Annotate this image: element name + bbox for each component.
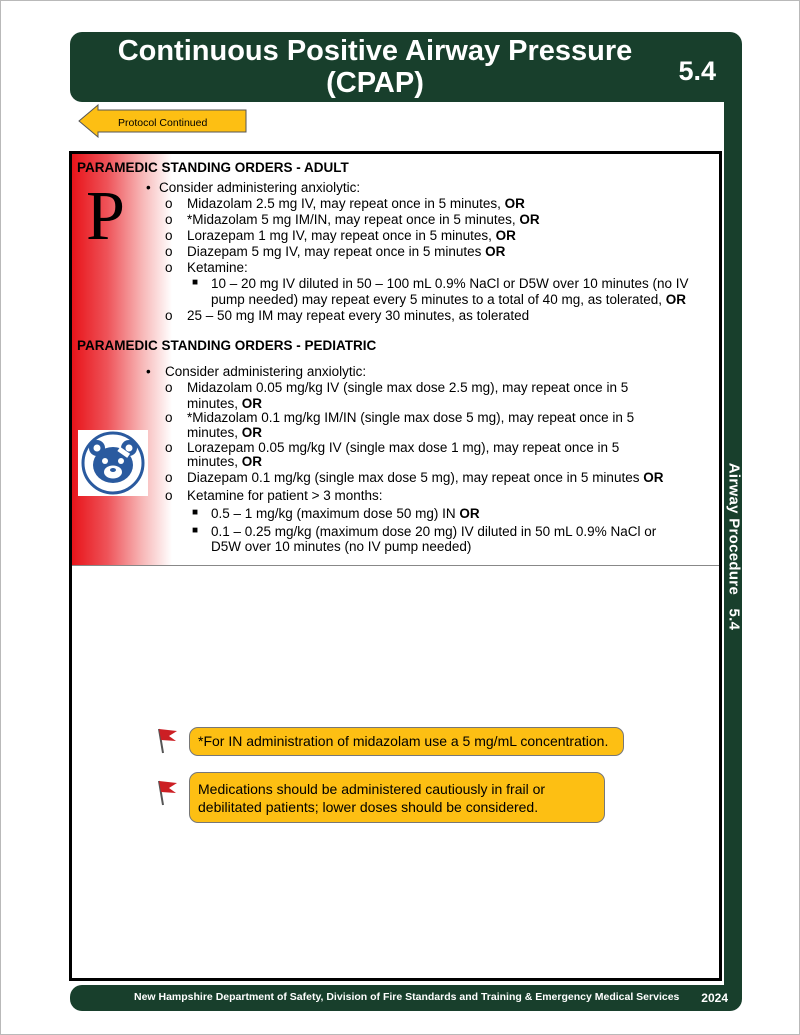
pediatric-item-4-text: Diazepam 0.1 mg/kg (single max dose 5 mg), may repeat once in 5 minutes <box>187 470 644 485</box>
protocol-continued-label: Protocol Continued <box>118 117 208 129</box>
pediatric-item-4-or: OR <box>643 470 664 485</box>
side-tab <box>724 448 742 648</box>
bullet-o: o <box>165 308 173 323</box>
adult-ketamine-sub-2-text: pump needed) may repeat every 5 minutes to a total of 40 mg, as tolerated, <box>211 292 666 307</box>
paramedic-level-marker: P <box>86 178 125 255</box>
pediatric-sub-1-text: 0.5 – 1 mg/kg (maximum dose 50 mg) IN <box>211 506 460 521</box>
bullet-o: o <box>165 260 173 275</box>
protocol-continued-link[interactable] <box>78 104 248 138</box>
side-tab-label: Airway Procedure 5.4 <box>725 462 743 631</box>
protocol-content <box>69 151 722 981</box>
title-line-1: Continuous Positive Airway Pressure <box>117 35 633 67</box>
adult-item-2-text: *Midazolam 5 mg IM/IN, may repeat once in 5 minutes, <box>187 212 520 227</box>
adult-item-1-text: Midazolam 2.5 mg IV, may repeat once in 5 minutes, <box>187 196 505 211</box>
adult-item-4-text: Diazepam 5 mg IV, may repeat once in 5 minutes <box>187 244 486 259</box>
adult-item-6: 25 – 50 mg IM may repeat every 30 minutes, as tolerated <box>187 308 530 323</box>
pediatric-anxiolytic-bullet: Consider administering anxiolytic: <box>165 364 367 379</box>
bullet-o: o <box>165 196 173 211</box>
pediatric-item-3-line-2-text: minutes, <box>187 454 242 469</box>
bullet-o: o <box>165 228 173 243</box>
bullet-o: o <box>165 440 173 455</box>
pediatric-item-2-line-2-text: minutes, <box>187 425 242 440</box>
protocol-title <box>70 35 680 99</box>
adult-item-2 <box>187 212 540 228</box>
pediatric-item-3-line-1: Lorazepam 0.05 mg/kg IV (single max dose 1 mg), may repeat once in 5 <box>187 440 620 455</box>
adult-item-5: Ketamine: <box>187 260 248 275</box>
footer-department: New Hampshire Department of Safety, Division of Fire Standards and Training & Emergency Medical Services <box>134 991 680 1003</box>
pediatric-sub-2-line-2: D5W over 10 minutes (no IV pump needed) <box>211 539 472 554</box>
bullet-square: ■ <box>192 277 199 288</box>
protocol-header <box>70 32 742 102</box>
pediatric-section-title: PARAMEDIC STANDING ORDERS - PEDIATRIC <box>77 338 377 353</box>
bullet-o: o <box>165 410 173 425</box>
section-divider <box>72 565 719 566</box>
title-line-2: (CPAP) <box>326 67 424 99</box>
adult-item-1 <box>187 196 525 212</box>
pediatric-item-1-line-2-text: minutes, <box>187 396 242 411</box>
bullet-dot: • <box>146 364 151 379</box>
pediatric-item-2-line-2 <box>187 425 262 441</box>
bullet-square: ■ <box>192 525 199 536</box>
page-footer <box>70 985 742 1011</box>
bullet-o: o <box>165 380 173 395</box>
bullet-dot: • <box>146 180 151 195</box>
frail-patient-note <box>189 772 605 823</box>
pediatric-sub-1-or: OR <box>459 506 480 521</box>
pediatric-item-1-line-1: Midazolam 0.05 mg/kg IV (single max dose 2.5 mg), may repeat once in 5 <box>187 380 629 395</box>
red-flag-icon <box>154 776 180 806</box>
adult-ketamine-sub-2 <box>211 292 686 308</box>
pediatric-item-3-line-2 <box>187 454 262 470</box>
frail-note-line-2: debilitated patients; lower doses should be considered. <box>198 799 539 815</box>
bullet-o: o <box>165 470 173 485</box>
adult-item-4 <box>187 244 505 260</box>
pediatric-item-1-or: OR <box>241 396 263 411</box>
adult-item-4-or: OR <box>485 244 506 259</box>
adult-section-title: PARAMEDIC STANDING ORDERS - ADULT <box>77 160 349 175</box>
bullet-o: o <box>165 488 173 503</box>
footer-year: 2024 <box>701 991 728 1005</box>
adult-item-3-text: Lorazepam 1 mg IV, may repeat once in 5 minutes, <box>187 228 496 243</box>
adult-item-2-or: OR <box>519 212 540 227</box>
adult-ketamine-sub-1: 10 – 20 mg IV diluted in 50 – 100 mL 0.9% NaCl or D5W over 10 minutes (no IV <box>211 276 689 291</box>
bullet-o: o <box>165 212 173 227</box>
red-flag-icon <box>154 724 180 754</box>
adult-item-3-or: OR <box>495 228 516 243</box>
bullet-square: ■ <box>192 507 199 518</box>
pediatric-sub-2-line-1: 0.1 – 0.25 mg/kg (maximum dose 20 mg) IV diluted in 50 mL 0.9% NaCl or <box>211 524 657 539</box>
pediatric-item-4 <box>187 470 663 486</box>
frail-note-line-1: Medications should be administered cautiously in frail or <box>198 781 546 797</box>
bullet-o: o <box>165 244 173 259</box>
pediatric-sub-1 <box>211 506 480 522</box>
pediatric-item-2-line-1: *Midazolam 0.1 mg/kg IM/IN (single max dose 5 mg), may repeat once in 5 <box>187 410 635 425</box>
adult-item-1-or: OR <box>504 196 525 211</box>
pediatric-item-2-or: OR <box>241 425 263 440</box>
adult-item-3 <box>187 228 516 244</box>
pediatric-item-3-or: OR <box>241 454 263 469</box>
adult-ketamine-sub-or: OR <box>665 292 687 307</box>
pediatric-item-5: Ketamine for patient > 3 months: <box>187 488 383 503</box>
protocol-number: 5.4 <box>678 56 716 86</box>
midazolam-in-note: *For IN administration of midazolam use a 5 mg/mL concentration. <box>189 727 624 756</box>
teddy-bear-icon <box>78 430 148 496</box>
adult-anxiolytic-bullet: Consider administering anxiolytic: <box>159 180 361 195</box>
